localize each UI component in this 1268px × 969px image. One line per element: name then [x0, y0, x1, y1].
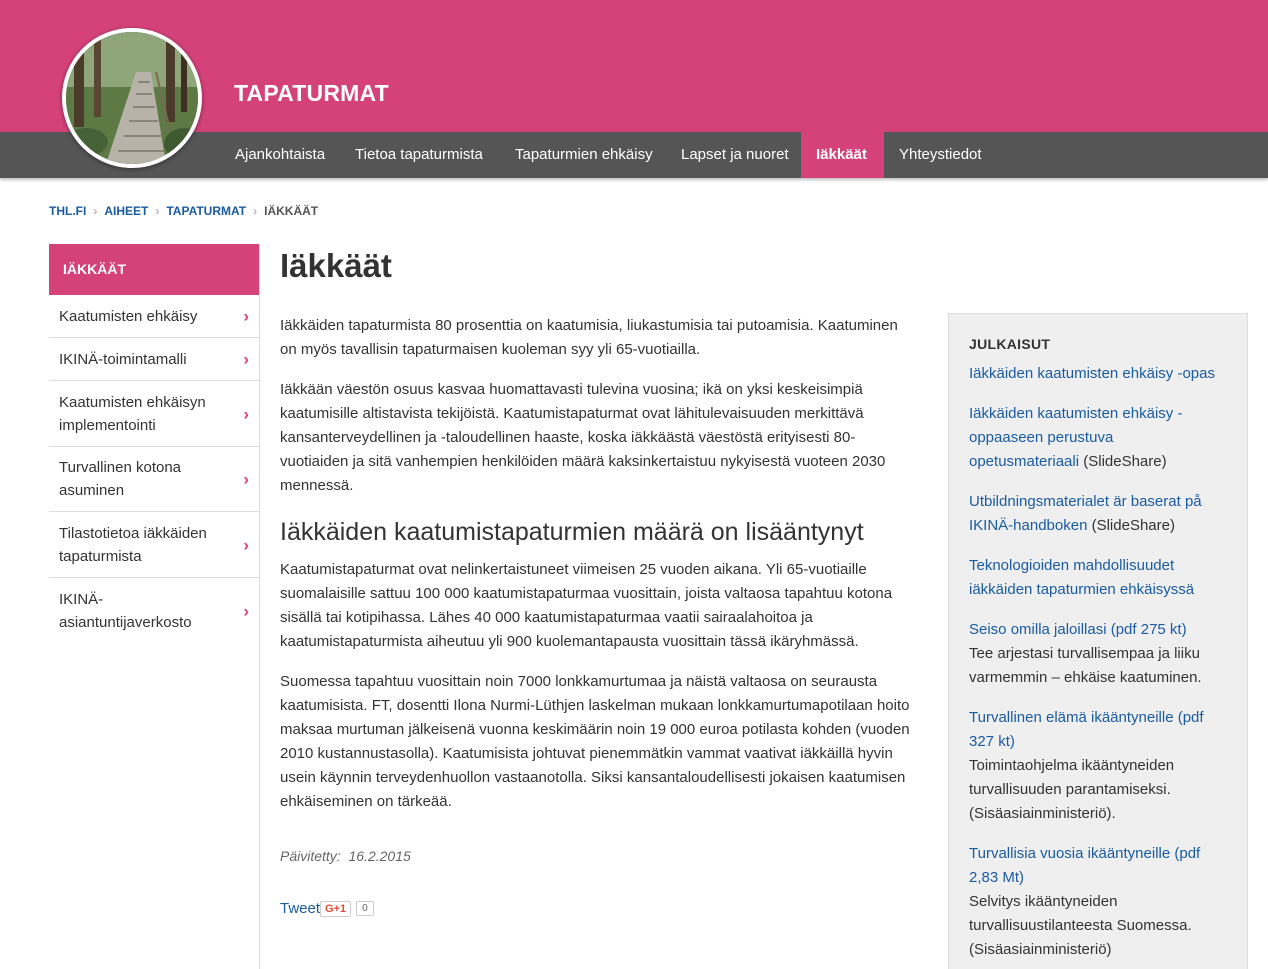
publication-item	[969, 554, 1227, 602]
nav-item-yhteystiedot[interactable]: Yhteystiedot	[899, 146, 982, 163]
publication-link[interactable]: Seiso omilla jaloillasi (pdf 275 kt)	[969, 621, 1187, 638]
publication-description: Tee arjestasi turvallisempaa ja liiku varmemmin – ehkäise kaatuminen.	[969, 645, 1202, 686]
sidenav-item-label: Kaatumisten ehkäisy	[59, 307, 198, 325]
breadcrumb-separator-icon: ›	[93, 204, 98, 218]
publication-item	[969, 842, 1227, 962]
publication-item	[969, 402, 1227, 474]
nav-item-iakkaat[interactable]: Iäkkäät	[801, 132, 884, 178]
chevron-right-icon: ›	[243, 535, 249, 554]
publication-description: Selvitys ikääntyneiden turvallisuustilanteesta Suomessa. (Sisäasiainministeriö)	[969, 893, 1192, 958]
tweet-button[interactable]: Tweet	[280, 900, 321, 917]
sidenav-item-turvallinen-kotona[interactable]	[49, 447, 259, 512]
breadcrumb-aiheet[interactable]: AIHEET	[104, 204, 149, 218]
publication-link[interactable]: Teknologioiden mahdollisuudet iäkkäiden tapaturmien ehkäisyssä	[969, 557, 1195, 598]
sidenav-item-label: Tilastotietoa iäkkäiden tapaturmista	[59, 524, 207, 565]
publications-sidebar	[948, 313, 1248, 969]
main-navbar	[0, 132, 1268, 178]
publication-item	[969, 490, 1227, 538]
publications-title: JULKAISUT	[969, 336, 1051, 352]
publication-description: (SlideShare)	[1083, 453, 1167, 470]
chevron-right-icon: ›	[243, 469, 249, 489]
sidenav-item-kaatumisten-ehkaisy[interactable]	[49, 295, 259, 338]
nav-item-ajankohtaista[interactable]: Ajankohtaista	[235, 146, 326, 163]
publication-link[interactable]: Turvallinen elämä ikääntyneille (pdf 327 kt)	[969, 709, 1204, 750]
breadcrumb-current: IÄKKÄÄT	[264, 204, 319, 218]
chevron-right-icon: ›	[243, 404, 249, 423]
updated-date	[280, 848, 910, 864]
google-plus-button[interactable]: G+1	[320, 901, 351, 917]
body-paragraph: Suomessa tapahtuu vuosittain noin 7000 lonkkamurtumaa ja näistä valtaosa on seurausta kaatumisista. FT, dosentti Ilona Nurmi-Lüthjen laskelman mukaan lonkkamurtumapotilaan hoito maksaa murtuman jälkeisenä vuonna keskimäärin noin 19 000 euroa potilasta kohden (vuoden 2010 kustannustasolla). Kaatumisista johtuvat pienemmätkin vammat vaativat iäkkäillä hyvin usein käynnin terveydenhuollon vastaanotolla. Siksi kansantaloudellisesti jokaisen kaatumisen ehkäiseminen on tärkeää.	[280, 673, 910, 810]
breadcrumb-separator-icon: ›	[155, 204, 160, 218]
sidenav-heading[interactable]: IÄKKÄÄT	[49, 244, 259, 295]
publication-item	[969, 706, 1227, 826]
site-title[interactable]: TAPATURMAT	[234, 80, 389, 106]
breadcrumb-tapaturmat[interactable]: TAPATURMAT	[166, 204, 247, 218]
google-plus-count: 0	[356, 901, 374, 916]
nav-item-tietoa-tapaturmista[interactable]: Tietoa tapaturmista	[355, 146, 483, 163]
updated-label: Päivitetty:	[280, 848, 341, 864]
chevron-right-icon: ›	[243, 349, 249, 369]
updated-value: 16.2.2015	[348, 848, 411, 864]
publication-link[interactable]: Utbildningsmaterialet är baserat på IKINÄ-handboken	[969, 493, 1202, 534]
publication-description: Toimintaohjelma ikääntyneiden turvallisuuden parantamiseksi. (Sisäasiainministeriö).	[969, 757, 1175, 822]
sidenav-item-label: Kaatumisten ehkäisyn implementointi	[59, 393, 206, 434]
sidenav-item-asiantuntijaverkosto[interactable]	[49, 578, 259, 644]
sidenav-item-label: Turvallinen kotona asuminen	[59, 459, 182, 499]
site-logo[interactable]	[62, 28, 202, 168]
chevron-right-icon: ›	[243, 601, 249, 621]
publication-link[interactable]: Iäkkäiden kaatumisten ehkäisy -oppaaseen perustuva opetusmateriaali	[969, 405, 1183, 470]
section-sidenav	[49, 244, 260, 969]
main-content	[280, 246, 910, 917]
breadcrumb-thl[interactable]: THL.FI	[49, 204, 87, 218]
publication-link[interactable]: Iäkkäiden kaatumisten ehkäisy -opas	[969, 365, 1215, 382]
publication-link[interactable]: Turvallisia vuosia ikääntyneille (pdf 2,83 Mt)	[969, 845, 1201, 886]
social-share	[280, 900, 910, 917]
sidenav-item-implementointi[interactable]	[49, 381, 259, 447]
publication-item	[969, 362, 1227, 386]
page-title: Iäkkäät	[280, 247, 392, 284]
sidenav-item-tilastotietoa[interactable]	[49, 512, 259, 578]
sidenav-item-label: IKINÄ-toimintamalli	[59, 350, 187, 368]
publication-item	[969, 618, 1227, 690]
nav-item-tapaturmien-ehkaisy[interactable]: Tapaturmien ehkäisy	[515, 146, 653, 163]
breadcrumb-separator-icon: ›	[253, 204, 258, 218]
publication-description: (SlideShare)	[1091, 517, 1175, 534]
body-paragraph: Kaatumistapaturmat ovat nelinkertaistuneet viimeisen 25 vuoden aikana. Yli 65-vuotiaille suomalaisille sattuu 100 000 kaatumistapaturmaa vuosittain, joista valtaosa tapahtuu kotona sisällä tai kotipihassa. Lähes 40 000 kaatumistapaturmaa vaatii sairaalahoitoa ja kaatumistapaturmista aiheutuu yli 900 kuolemantapausta vuosittain tässä ikäryhmässä.	[280, 561, 893, 650]
intro-paragraph: Iäkkäiden tapaturmista 80 prosenttia on kaatumisia, liukastumisia tai putoamisia. Kaatuminen on myös tavallisin tapaturmaisen kuoleman syy yli 65-vuotiailla.	[280, 317, 898, 358]
sidenav-item-label: IKINÄ-asiantuntijaverkosto	[59, 591, 192, 631]
nav-item-lapset-ja-nuoret[interactable]: Lapset ja nuoret	[681, 146, 789, 163]
section-heading: Iäkkäiden kaatumistapaturmien määrä on lisääntynyt	[280, 518, 864, 546]
body-paragraph: Iäkkään väestön osuus kasvaa huomattavasti tulevina vuosina; ikä on yksi keskeisimpiä kaatumisille altistavista tekijöistä. Kaatumistapaturmat ovat lähitulevaisuuden merkittävä kansanterveydellinen ja -taloudellinen haaste, koska iäkkäästä väestöstä erityisesti 80-vuotiaiden ja sitä vanhempien henkilöiden määrä kaksinkertaistuu nykyisestä vuoteen 2030 mennessä.	[280, 381, 886, 494]
chevron-right-icon: ›	[243, 306, 249, 326]
sidenav-item-ikina-toimintamalli[interactable]	[49, 338, 259, 381]
breadcrumb	[49, 204, 318, 218]
forest-stairs-photo	[66, 32, 198, 164]
